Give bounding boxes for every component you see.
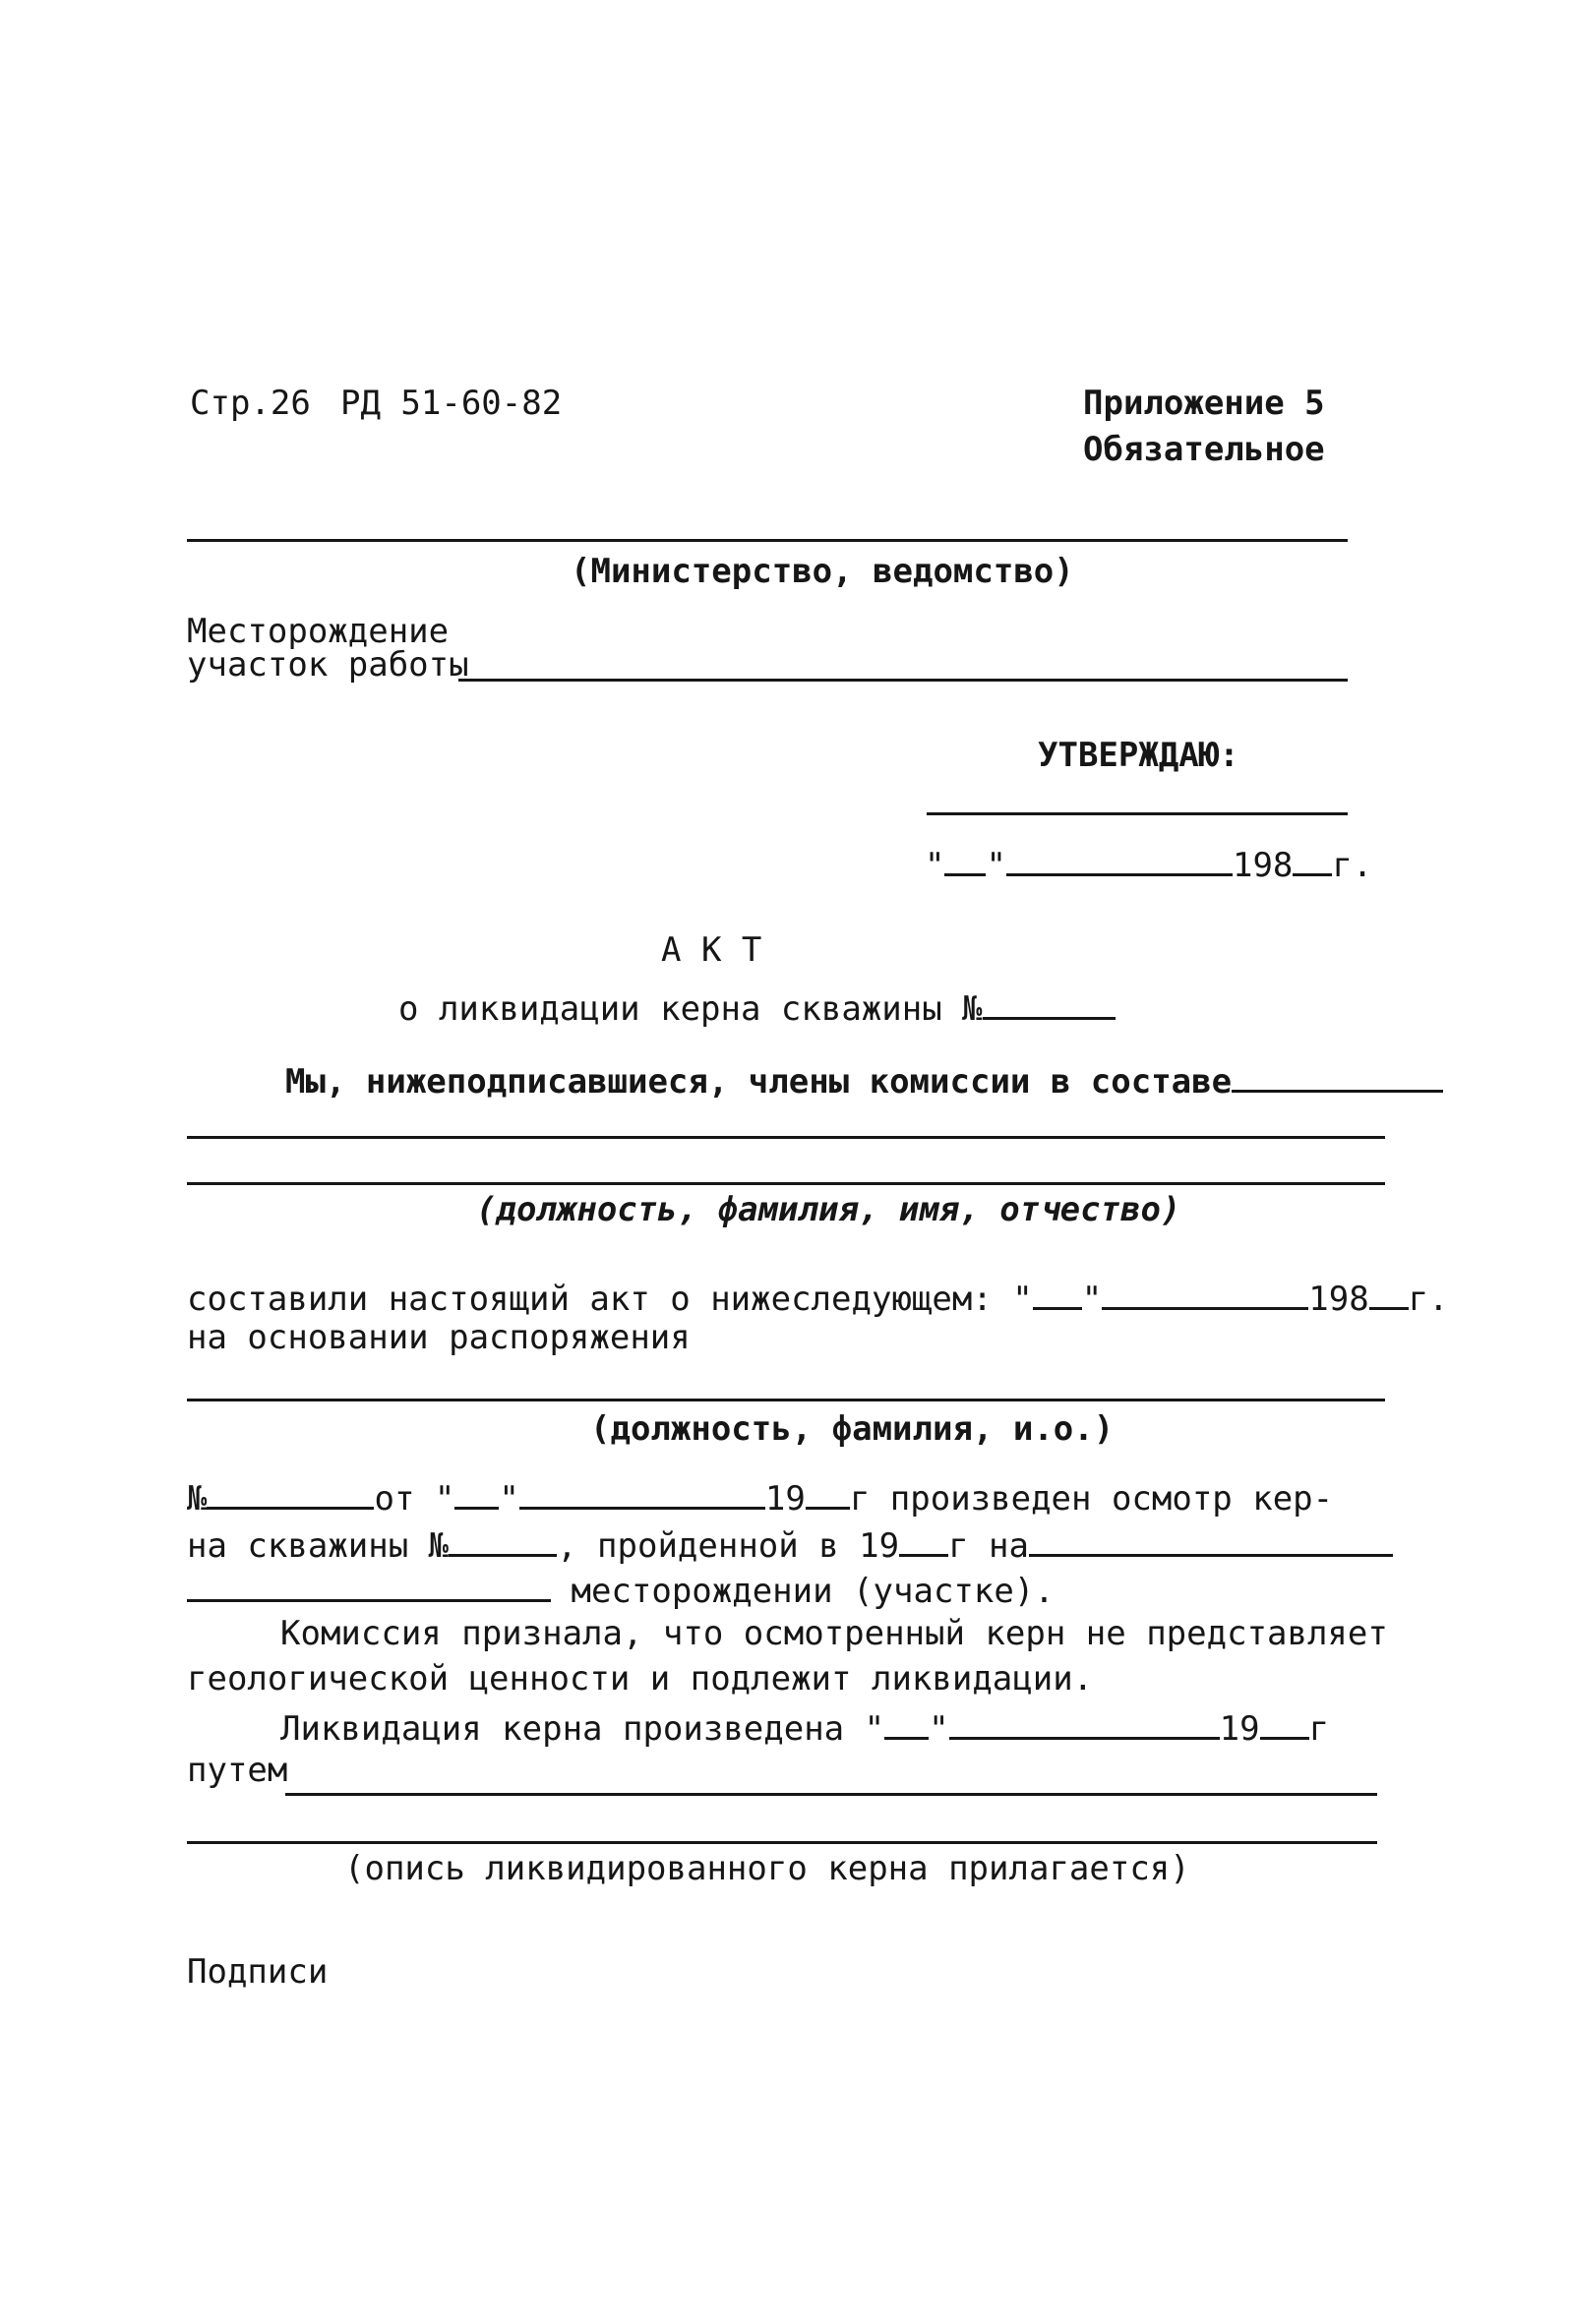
act-subtitle: о ликвидации керна скважины № bbox=[398, 985, 1116, 1029]
commission-paragraph: Мы, нижеподписавшиеся, члены комиссии в составе bbox=[285, 1058, 1443, 1102]
conclusion-line-1: Комиссия признала, что осмотренный керн не представляет bbox=[280, 1614, 1388, 1653]
approve-label: УТВЕРЖДАЮ: bbox=[1038, 736, 1239, 775]
method-line bbox=[285, 1793, 1377, 1796]
deposit-label: Месторождение bbox=[187, 612, 450, 651]
ministry-line bbox=[187, 539, 1348, 542]
commission-line-2 bbox=[187, 1182, 1385, 1185]
appendix-label: Приложение 5 bbox=[1083, 384, 1325, 423]
persons-caption: (должность, фамилия, имя, отчество) bbox=[476, 1190, 1181, 1229]
inventory-caption: (опись ликвидированного керна прилагается) bbox=[344, 1849, 1190, 1888]
approver-line bbox=[927, 812, 1348, 815]
commission-line-1 bbox=[187, 1136, 1385, 1139]
person-short-caption: (должность, фамилия, и.о.) bbox=[590, 1409, 1115, 1449]
ministry-caption: (Министерство, ведомство) bbox=[571, 552, 1074, 591]
approval-date: " " 198 г. bbox=[925, 842, 1372, 885]
order-basis: на основании распоряжения bbox=[187, 1318, 691, 1357]
order-line bbox=[187, 1399, 1385, 1401]
mandatory-label: Обязательное bbox=[1083, 430, 1325, 469]
section-label: участок работы bbox=[187, 645, 469, 685]
inspection-line: № от " " 19 г произведен осмотр кер- bbox=[187, 1475, 1333, 1519]
conclusion-line-2: геологической ценности и подлежит ликвидации. bbox=[187, 1659, 1094, 1698]
method-line-2 bbox=[187, 1841, 1377, 1844]
page-number: Стр.26 bbox=[190, 384, 311, 423]
method-label: путем bbox=[187, 1751, 288, 1790]
compiled-paragraph: составили настоящий акт о нижеследующем: " " 198 г. bbox=[187, 1276, 1449, 1319]
signatures-label: Подписи bbox=[187, 1952, 329, 1992]
deposit-line: месторождении (участке). bbox=[187, 1568, 1055, 1611]
act-title: А К Т bbox=[661, 930, 762, 970]
well-line: на скважины № , пройденной в 19 г на bbox=[187, 1522, 1393, 1566]
section-line bbox=[458, 679, 1348, 682]
liquidation-date: Ликвидация керна произведена " " 19 г bbox=[280, 1705, 1329, 1749]
document-code: РД 51-60-82 bbox=[340, 384, 563, 423]
